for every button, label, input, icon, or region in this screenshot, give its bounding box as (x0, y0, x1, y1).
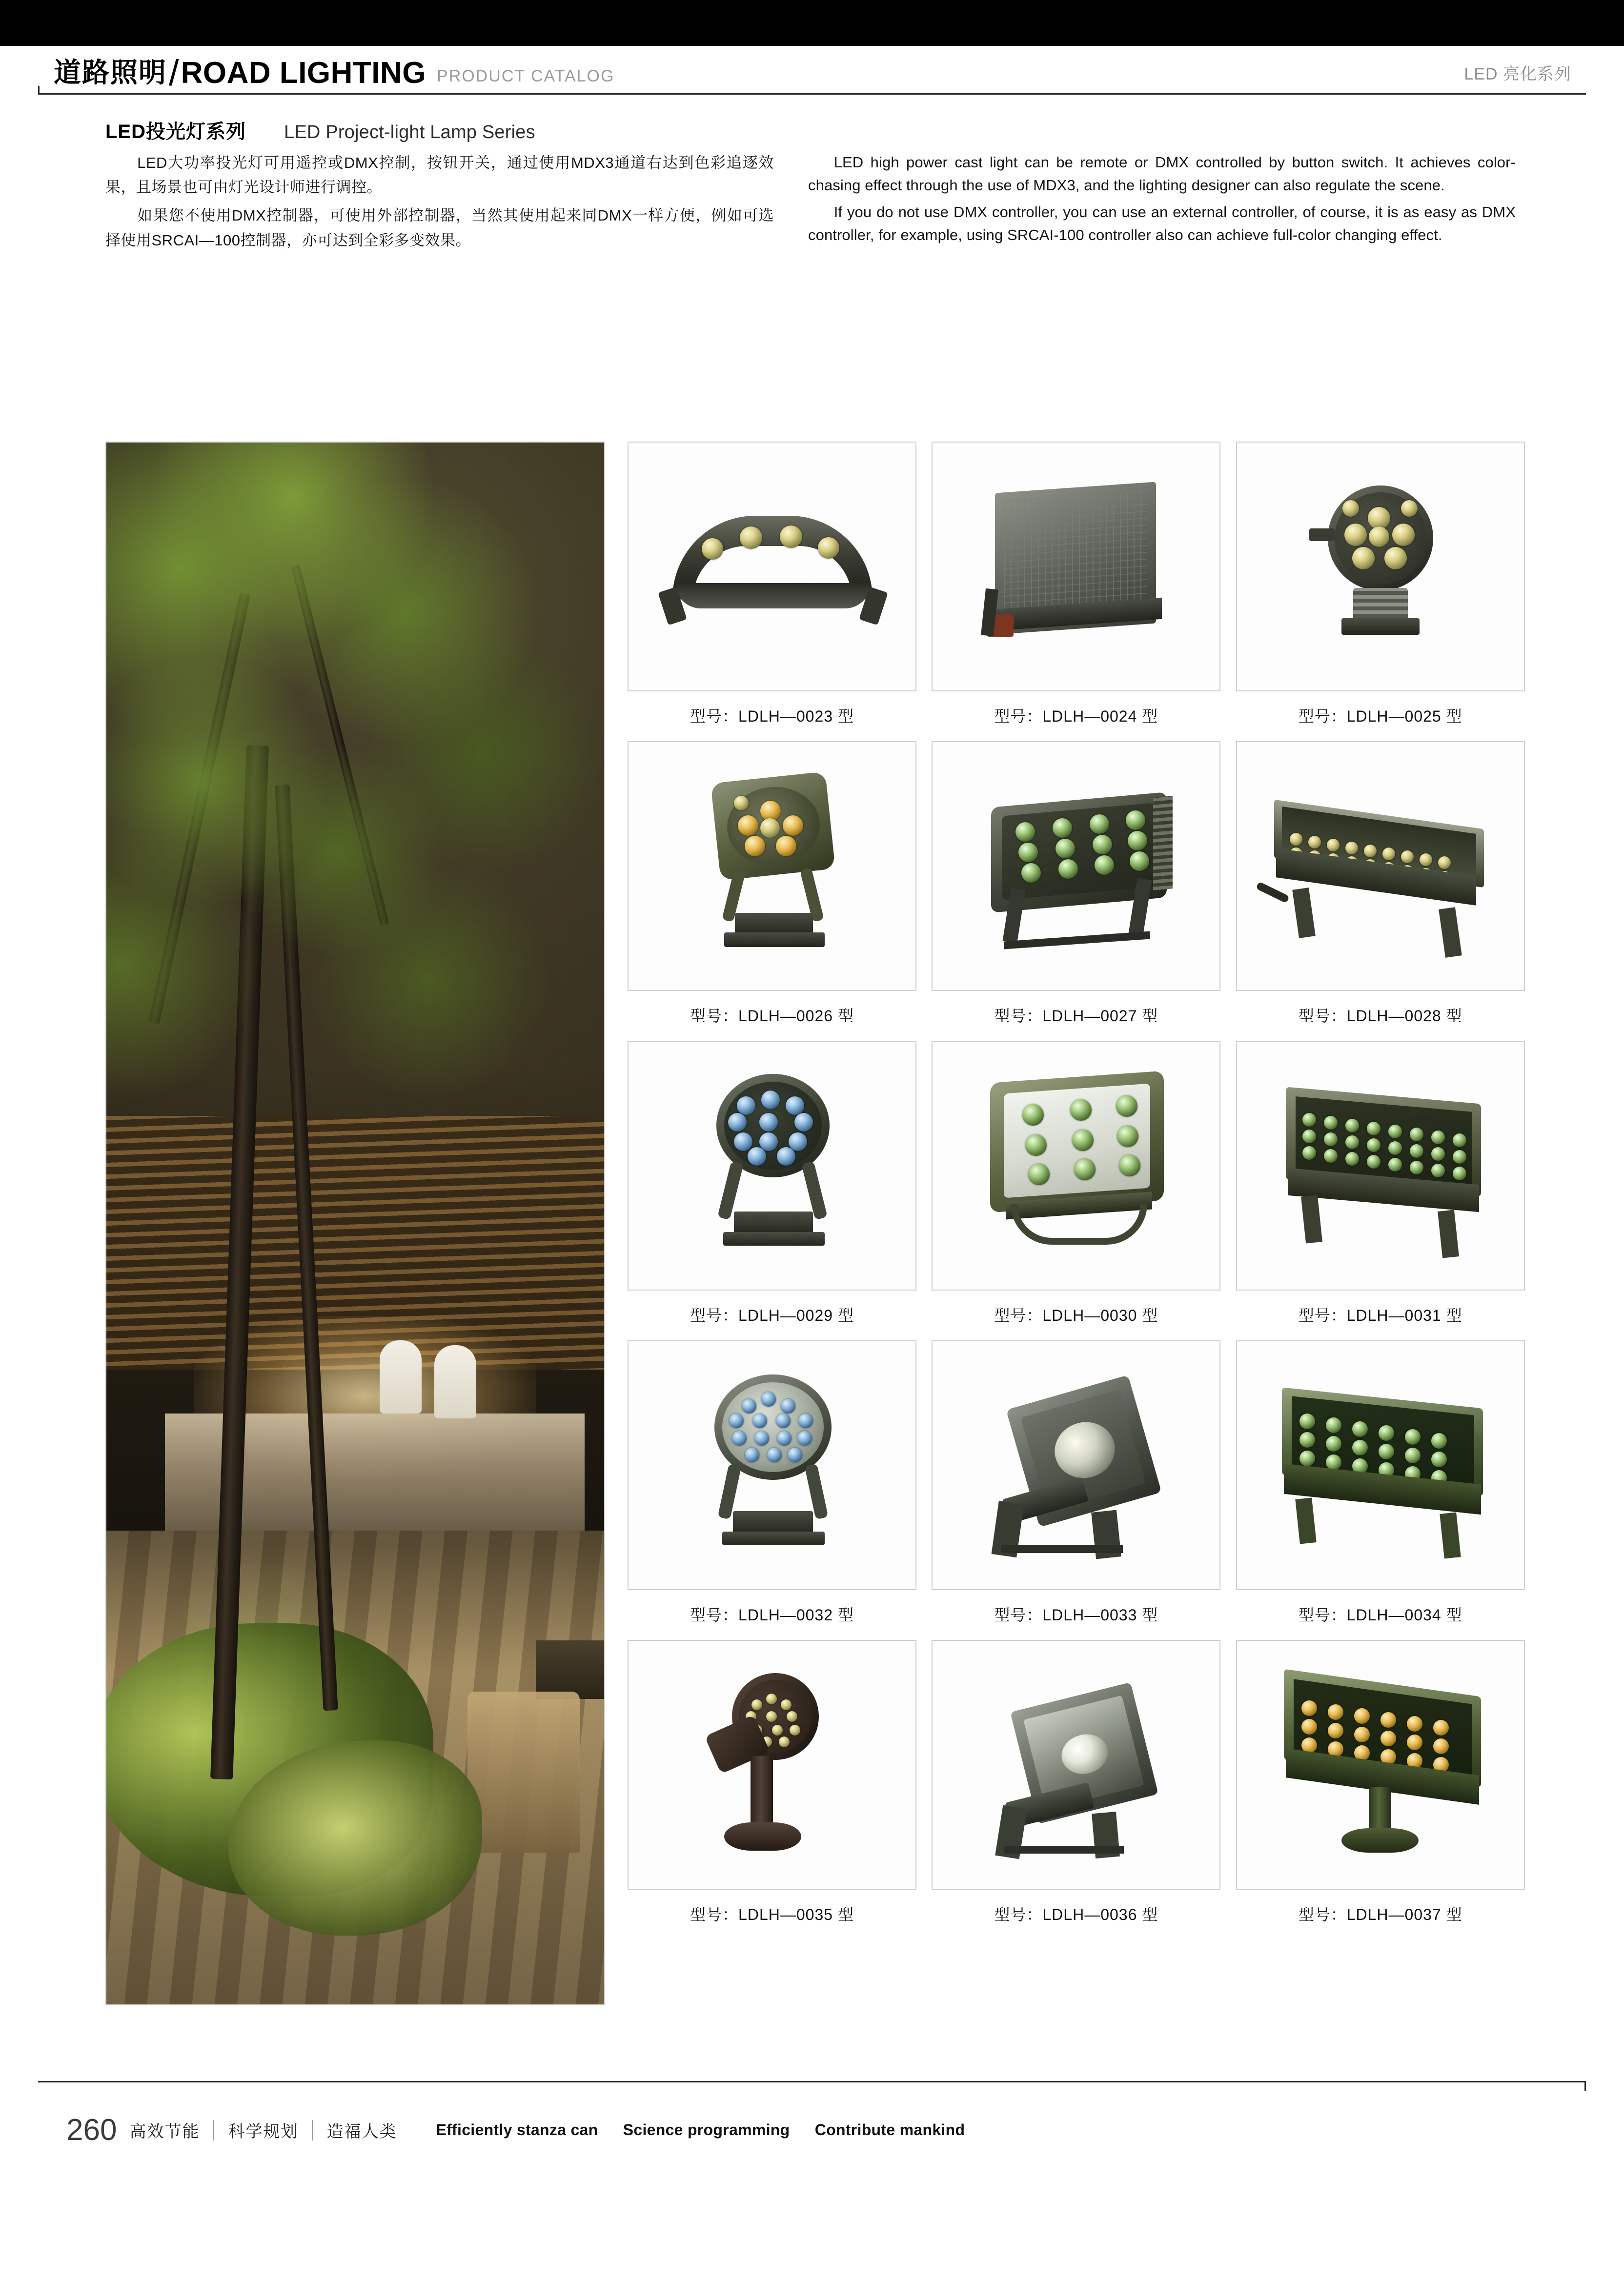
product-cell (628, 1640, 916, 1939)
footer-row (38, 2113, 1586, 2147)
footer-rule (38, 2081, 1586, 2082)
hero-chef-figure (434, 1345, 476, 1418)
product-caption: 型号：LDLH—0035 型 (690, 1906, 854, 1923)
product-cell (932, 1041, 1220, 1340)
lamp-wall-washer-green-icon (1237, 1341, 1524, 1589)
product-caption: 型号：LDLH—0033 型 (994, 1606, 1158, 1624)
hero-tree-canopy (105, 442, 605, 1121)
product-caption: 型号：LDLH—0034 型 (1298, 1606, 1462, 1624)
product-image-frame (628, 442, 916, 691)
product-caption: 型号：LDLH—0025 型 (1298, 707, 1462, 725)
intro-column-english (808, 151, 1516, 257)
lamp-arc-bar-icon (629, 443, 915, 690)
product-caption: 型号：LDLH—0037 型 (1298, 1906, 1462, 1923)
page-header (0, 0, 1624, 105)
product-caption: 型号：LDLH—0023 型 (690, 707, 854, 725)
product-caption: 型号：LDLH—0027 型 (994, 1007, 1158, 1025)
product-grid (628, 442, 1525, 1939)
intro-title-row (105, 116, 1530, 144)
section-title-cn: LED投光灯系列 (105, 121, 246, 142)
header-slash: / (169, 53, 179, 93)
product-caption: 型号：LDLH—0028 型 (1298, 1007, 1462, 1025)
product-image-frame (932, 1041, 1220, 1291)
product-cell (628, 442, 916, 741)
lamp-square-9led-icon (933, 1042, 1219, 1290)
product-cell (1236, 1041, 1525, 1340)
page-footer (38, 2081, 1586, 2147)
lamp-garden-spike-icon (629, 1641, 915, 1889)
footer-slogan-en-2: Science programming (623, 2121, 790, 2139)
product-cell (1236, 442, 1525, 741)
product-cell (932, 1640, 1220, 1939)
lamp-round-spot-icon (1237, 443, 1524, 690)
section-title-en: LED Project-light Lamp Series (284, 122, 535, 142)
product-cell (628, 1340, 916, 1640)
product-image-frame (1236, 1640, 1525, 1890)
header-title-cn: 道路照明 (54, 57, 167, 88)
hero-chef-figure (380, 1340, 422, 1414)
footer-slogan-cn-1: 高效节能 (129, 2122, 200, 2141)
product-image-frame (628, 1640, 916, 1890)
page-number: 260 (66, 2113, 117, 2147)
product-caption: 型号：LDLH—0024 型 (994, 707, 1158, 725)
intro-cn-paragraph-2: 如果您不使用DMX控制器，可使用外部控制器，当然其使用起来同DMX一样方便，例如可选择使用SRCAI—100控制器，亦可达到全彩多变效果。 (105, 207, 774, 249)
product-image-frame (932, 1640, 1220, 1890)
intro-en-paragraph-2: If you do not use DMX controller, you can use an external controller, of course, it is as easy as DMX controller, for example, using SRCAI-100 controller also can achieve full-color changing effect. (808, 203, 1516, 244)
intro-en-paragraph-1: LED high power cast light can be remote or DMX controlled by button switch. It achieves color-chasing effect through the use of MDX3, and the lighting designer can also regulate the scene. (808, 154, 1516, 194)
lamp-tilt-floodlight-icon (933, 1341, 1219, 1589)
product-caption: 型号：LDLH—0031 型 (1298, 1307, 1462, 1324)
header-rule-tick (38, 86, 40, 95)
product-image-frame (932, 741, 1220, 991)
footer-slogan-en-1: Efficiently stanza can (436, 2121, 598, 2139)
intro-column-chinese (105, 151, 774, 257)
header-series-label: LED 亮化系列 (1464, 65, 1571, 83)
product-grid-wrapper (628, 442, 1525, 1993)
product-cell (1236, 1340, 1525, 1640)
lamp-wall-washer-long-icon (1237, 742, 1524, 990)
footer-slogan-en-3: Contribute mankind (814, 2121, 965, 2139)
intro-section (105, 116, 1530, 257)
product-caption: 型号：LDLH—0029 型 (690, 1307, 854, 1324)
lamp-cob-floodlight-icon (933, 1641, 1219, 1889)
product-cell (1236, 741, 1525, 1041)
product-image-frame (628, 741, 916, 991)
product-caption: 型号：LDLH—0036 型 (994, 1906, 1158, 1923)
lamp-round-amber-base-icon (629, 742, 915, 990)
product-cell (628, 1041, 916, 1340)
footer-slogan-cn-2: 科学规划 (228, 2122, 299, 2141)
lamp-round-white-base-icon (629, 1341, 915, 1589)
product-cell (628, 741, 916, 1041)
product-cell (932, 1340, 1220, 1640)
header-title-row (54, 42, 1571, 93)
lamp-panel-on-stand-icon (1237, 1641, 1524, 1889)
header-rule (38, 93, 1586, 95)
product-image-frame (932, 1340, 1220, 1590)
hero-table (536, 1640, 605, 1699)
lamp-wall-washer-36-icon (1237, 1042, 1524, 1290)
product-image-frame (1236, 1041, 1525, 1291)
intro-columns (105, 151, 1530, 257)
lamp-rect-12led-icon (933, 742, 1219, 990)
product-image-frame (1236, 442, 1525, 691)
product-caption: 型号：LDLH—0032 型 (690, 1606, 854, 1624)
product-image-frame (628, 1041, 916, 1291)
footer-slogan-en (436, 2121, 985, 2139)
product-cell (932, 741, 1220, 1041)
product-caption: 型号：LDLH—0026 型 (690, 1007, 854, 1025)
product-caption: 型号：LDLH—0030 型 (994, 1307, 1158, 1324)
footer-slogan-cn (129, 2118, 410, 2142)
footer-rule-tick (1584, 2082, 1586, 2091)
product-image-frame (1236, 741, 1525, 991)
product-image-frame (932, 442, 1220, 691)
header-subtitle: PRODUCT CATALOG (437, 67, 615, 85)
product-cell (1236, 1640, 1525, 1939)
product-cell (932, 442, 1220, 741)
hero-chair (467, 1692, 580, 1853)
product-image-frame (628, 1340, 916, 1590)
lamp-round-blue-base-icon (629, 1042, 915, 1290)
product-image-frame (1236, 1340, 1525, 1590)
lamp-flat-panel-icon (933, 443, 1219, 690)
header-black-bar (0, 0, 1624, 46)
intro-cn-paragraph-1: LED大功率投光灯可用遥控或DMX控制，按钮开关，通过使用MDX3通道右达到色彩追逐效果，且场景也可由灯光设计师进行调控。 (105, 154, 774, 196)
content-area (105, 442, 1530, 1993)
hero-photo (105, 442, 605, 2005)
header-title-en: ROAD LIGHTING (181, 56, 426, 90)
footer-slogan-cn-3: 造福人类 (326, 2122, 397, 2141)
